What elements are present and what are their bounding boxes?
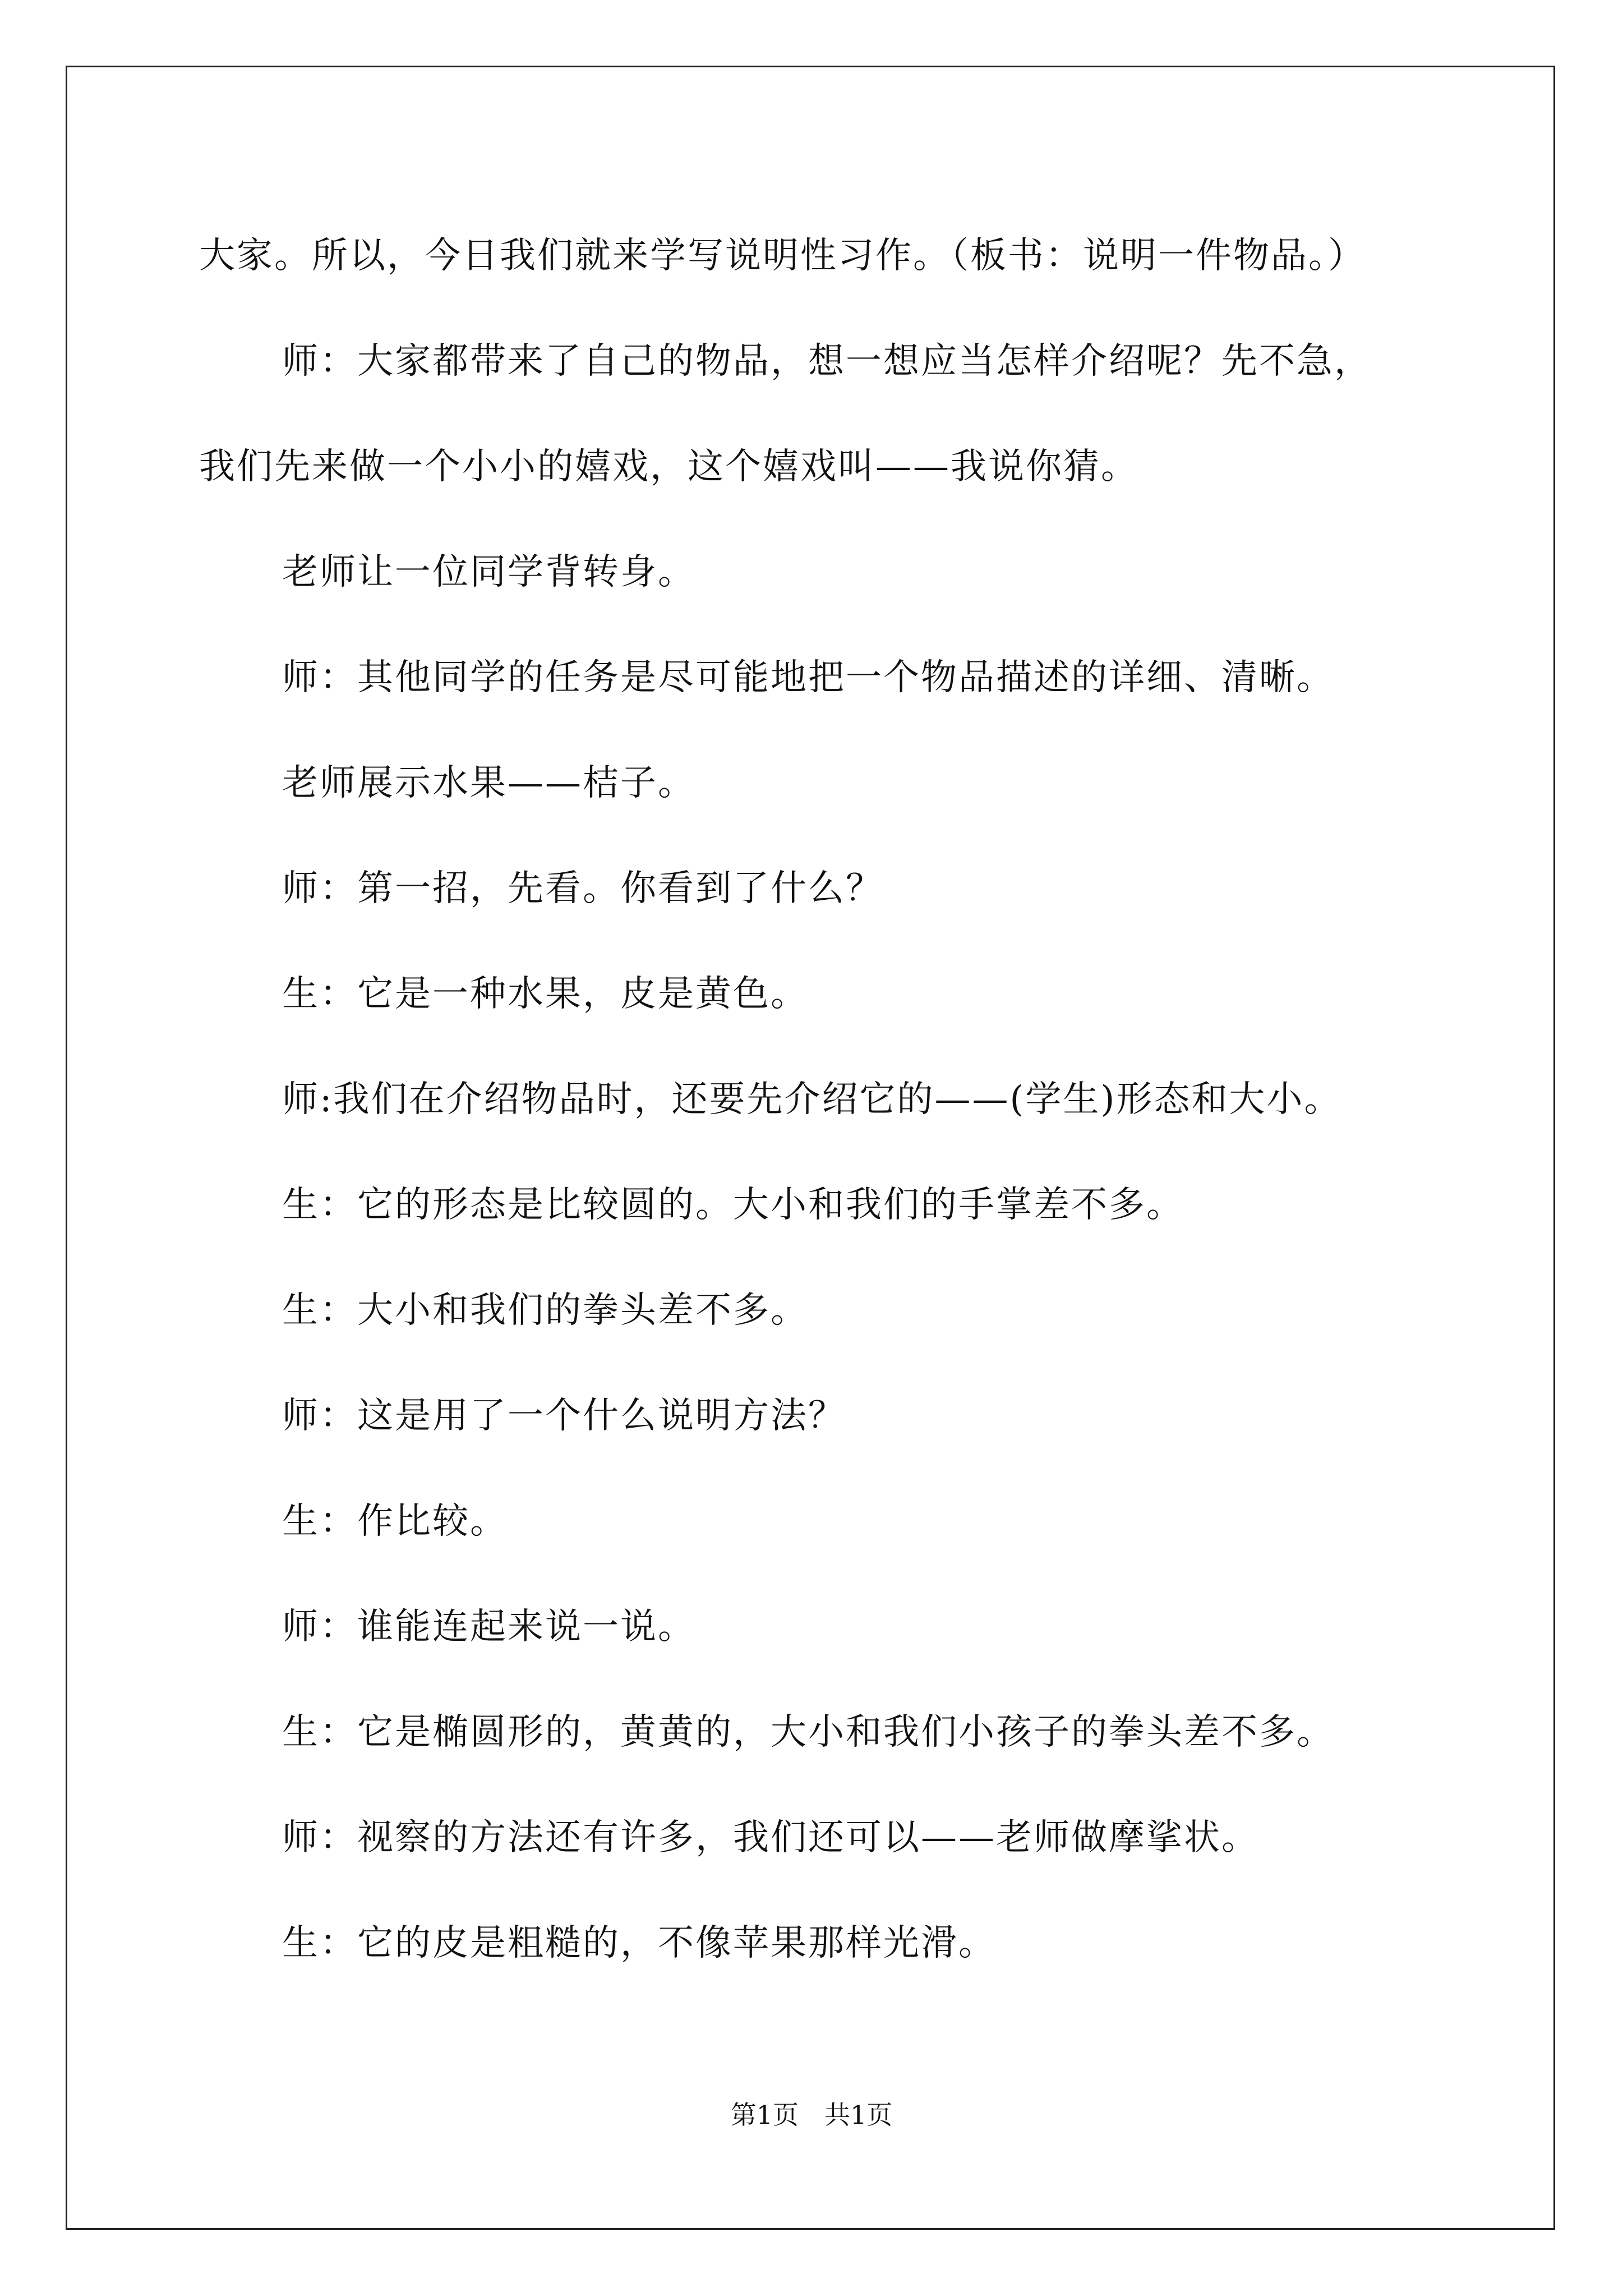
paragraph: 生：它是椭圆形的，黄黄的，大小和我们小孩子的拳头差不多。 [282, 1711, 1334, 1753]
paragraph: 师：这是用了一个什么说明方法？ [282, 1395, 846, 1437]
document-body [199, 203, 1467, 1996]
paragraph: 我们先来做一个小小的嬉戏，这个嬉戏叫——我说你猜。 [199, 446, 1138, 487]
paragraph: 师：视察的方法还有许多，我们还可以——老师做摩挲状。 [282, 1817, 1259, 1858]
paragraph: 师：第一招，先看。你看到了什么？ [282, 868, 883, 909]
paragraph: 生：它的皮是粗糙的，不像苹果那样光滑。 [282, 1922, 996, 1964]
paragraph: 生：它是一种水果，皮是黄色。 [282, 973, 808, 1015]
paragraph: 生：作比较。 [282, 1501, 508, 1542]
paragraph: 师：大家都带来了自己的物品，想一想应当怎样介绍呢？先不急， [282, 341, 1372, 382]
paragraph: 生：它的形态是比较圆的。大小和我们的手掌差不多。 [282, 1184, 1184, 1226]
paragraph: 师:我们在介绍物品时，还要先介绍它的——(学生)形态和大小。 [282, 1079, 1342, 1120]
page-number-footer: 第1页 共1页 [730, 2100, 893, 2130]
paragraph: 师：其他同学的任务是尽可能地把一个物品描述的详细、清晰。 [282, 657, 1334, 698]
paragraph: 老师让一位同学背转身。 [282, 551, 695, 593]
paragraph: 生：大小和我们的拳头差不多。 [282, 1290, 808, 1331]
paragraph: 师：谁能连起来说一说。 [282, 1606, 695, 1648]
paragraph: 大家。所以，今日我们就来学写说明性习作。（板书：说明一件物品。） [199, 235, 1366, 277]
paragraph: 老师展示水果——桔子。 [282, 762, 695, 804]
